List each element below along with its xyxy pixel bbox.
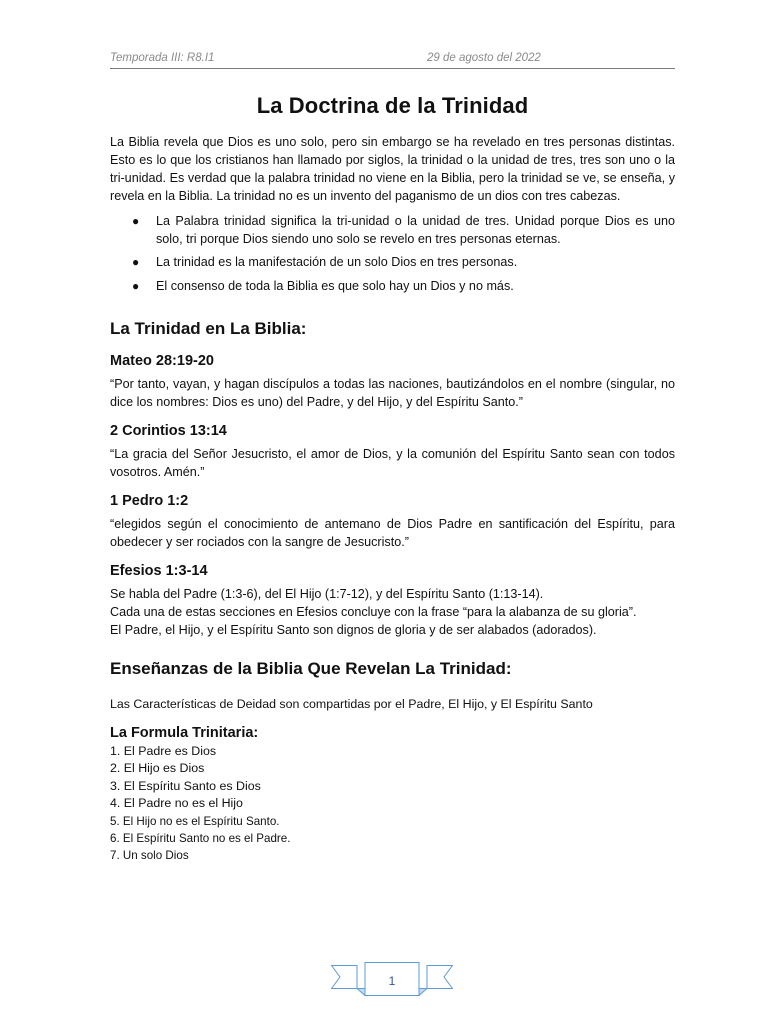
- bullet-text: La trinidad es la manifestación de un solo Dios en tres personas.: [156, 255, 518, 269]
- intro-paragraph: La Biblia revela que Dios es uno solo, pero sin embargo se ha revelado en tres personas distintas. Esto es lo que los cristianos han llamado por siglos, la trinidad o la unidad de tres, tres son uno o la tri-unidad. Es verdad que la palabra trinidad no viene en la Biblia, pero la trinidad se ve, se enseña, y revela en la Biblia. La trinidad no es un invento del paganismo de un dios con tres cabezas.: [110, 135, 675, 203]
- formula-item: 7. Un solo Dios: [110, 849, 189, 863]
- formula-heading: La Formula Trinitaria:: [110, 725, 259, 741]
- ref-quote: “elegidos según el conocimiento de antemano de Dios Padre en santificación del Espíritu, para obedecer y ser rociados con la sangre de Jesucristo.”: [110, 517, 675, 549]
- bullet-list: [110, 213, 675, 295]
- ref-quote: “La gracia del Señor Jesucristo, el amor de Dios, y la comunión del Espíritu Santo sean con todos vosotros. Amén.”: [110, 447, 675, 479]
- page-title: La Doctrina de la Trinidad: [256, 93, 529, 118]
- efesios-line: Cada una de estas secciones en Efesios concluye con la frase “para la alabanza de su gloria”.: [110, 605, 637, 619]
- formula-item: 2. El Hijo es Dios: [110, 761, 205, 776]
- page-header: [110, 52, 675, 69]
- formula-item: 5. El Hijo no es el Espíritu Santo.: [110, 814, 280, 828]
- efesios-line: Se habla del Padre (1:3-6), del El Hijo (1:7-12), y del Espíritu Santo (1:13-14).: [110, 587, 544, 601]
- bullet-item: [110, 278, 675, 296]
- bullet-icon: ●: [132, 255, 140, 269]
- ref-heading: 1 Pedro 1:2: [110, 493, 189, 509]
- ref-heading: 2 Corintios 13:14: [110, 423, 227, 439]
- formula-item: 6. El Espíritu Santo no es el Padre.: [110, 832, 291, 846]
- formula-item: 1. El Padre es Dios: [110, 744, 217, 758]
- formula-list: [110, 743, 675, 865]
- formula-item: 4. El Padre no es el Hijo: [110, 796, 243, 811]
- header-date: 29 de agosto del 2022: [427, 52, 541, 64]
- bullet-icon: ●: [132, 214, 140, 228]
- bullet-item: [110, 213, 675, 248]
- formula-item: 3. El Espíritu Santo es Dios: [110, 778, 261, 793]
- section-heading-ensenanzas: Enseñanzas de la Biblia Que Revelan La Trinidad:: [110, 659, 512, 678]
- section-heading-trinidad-biblia: La Trinidad en La Biblia:: [110, 319, 307, 338]
- page-number: 1: [388, 974, 396, 988]
- bullet-text: El consenso de toda la Biblia es que solo hay un Dios y no más.: [156, 278, 514, 293]
- page-number-ribbon: [331, 962, 453, 996]
- document-page: [110, 52, 675, 865]
- ref-heading: Efesios 1:3-14: [110, 563, 208, 579]
- header-season: Temporada III: R8.I1: [110, 52, 215, 64]
- efesios-line: El Padre, el Hijo, y el Espíritu Santo son dignos de gloria y de ser alabados (adorados).: [110, 623, 597, 637]
- bullet-text: La Palabra trinidad significa la tri-unidad o la unidad de tres. Unidad porque Dios es uno solo, tri porque Dios siendo uno solo se revelo en tres personas eternas.: [156, 214, 675, 246]
- bullet-item: [110, 254, 675, 272]
- ref-heading: Mateo 28:19-20: [110, 353, 214, 369]
- ref-quote: “Por tanto, vayan, y hagan discípulos a todas las naciones, bautizándolos en el nombre (singular, no dice los nombres: Dios es uno) del Padre, y del Hijo, y del Espíritu Santo.”: [110, 377, 675, 409]
- deidad-intro: Las Características de Deidad son compartidas por el Padre, El Hijo, y El Espíritu Santo: [110, 697, 593, 711]
- bullet-icon: ●: [132, 278, 140, 293]
